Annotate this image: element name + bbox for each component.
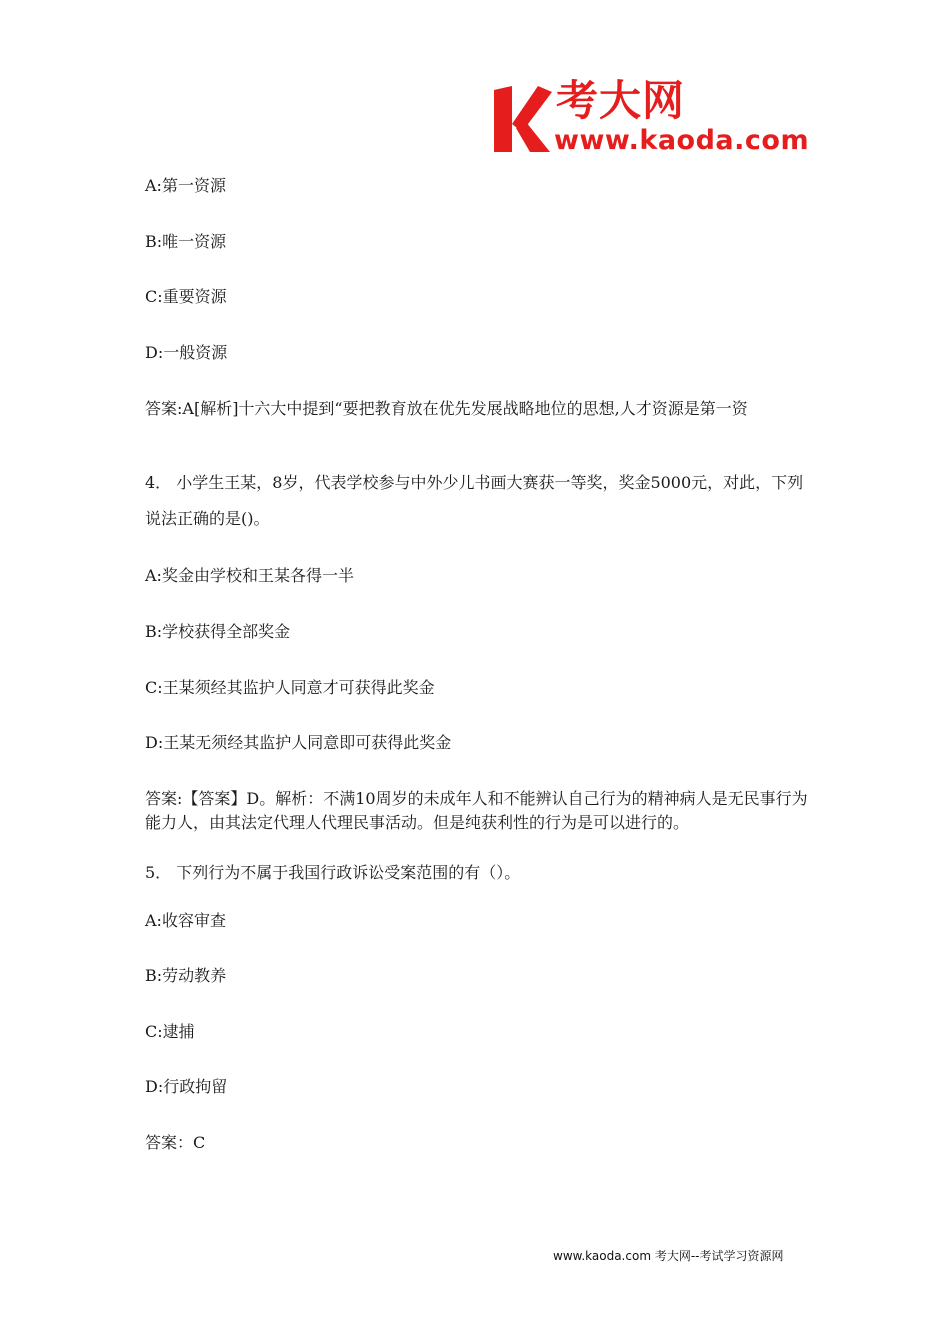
q3-answer: 答案:A[解析]十六大中提到“要把教育放在优先发展战略地位的思想,人才资源是第一资	[145, 399, 748, 418]
q4-option-a: A:奖金由学校和王某各得一半	[145, 566, 354, 585]
q5-option-b: B:劳动教养	[145, 966, 227, 985]
logo-url: www.kaoda.com	[554, 125, 810, 156]
q4-question: 4． 小学生王某，8岁，代表学校参与中外少儿书画大赛获一等奖，奖金5000元，对此，下列说法正确的是()。	[145, 473, 804, 528]
q5-answer: 答案：C	[145, 1133, 206, 1152]
q4-option-d: D:王某无须经其监护人同意即可获得此奖金	[145, 733, 452, 752]
q3-option-c: C:重要资源	[145, 287, 227, 306]
q5-question: 5． 下列行为不属于我国行政诉讼受案范围的有（）。	[145, 863, 521, 882]
q3-option-b: B:唯一资源	[145, 232, 227, 251]
q5-option-a: A:收容审查	[145, 911, 226, 930]
q3-option-d: D:一般资源	[145, 343, 228, 362]
q5-option-d: D:行政拘留	[145, 1077, 228, 1096]
q4-option-b: B:学校获得全部奖金	[145, 622, 291, 641]
q4-option-c: C:王某须经其监护人同意才可获得此奖金	[145, 678, 435, 697]
k-logo-icon	[492, 82, 552, 154]
footer-text: www.kaoda.com 考大网--考试学习资源网	[553, 1249, 784, 1263]
q3-option-a: A:第一资源	[145, 176, 226, 195]
q5-option-c: C:逮捕	[145, 1022, 195, 1041]
q4-answer: 答案:【答案】D。解析：不满10周岁的未成年人和不能辨认自己行为的精神病人是无民事行为能力人，由其法定代理人代理民事活动。但是纯获利性的行为是可以进行的。	[145, 789, 808, 832]
logo-name: 考大网	[556, 76, 686, 125]
kaoda-logo	[492, 78, 812, 160]
